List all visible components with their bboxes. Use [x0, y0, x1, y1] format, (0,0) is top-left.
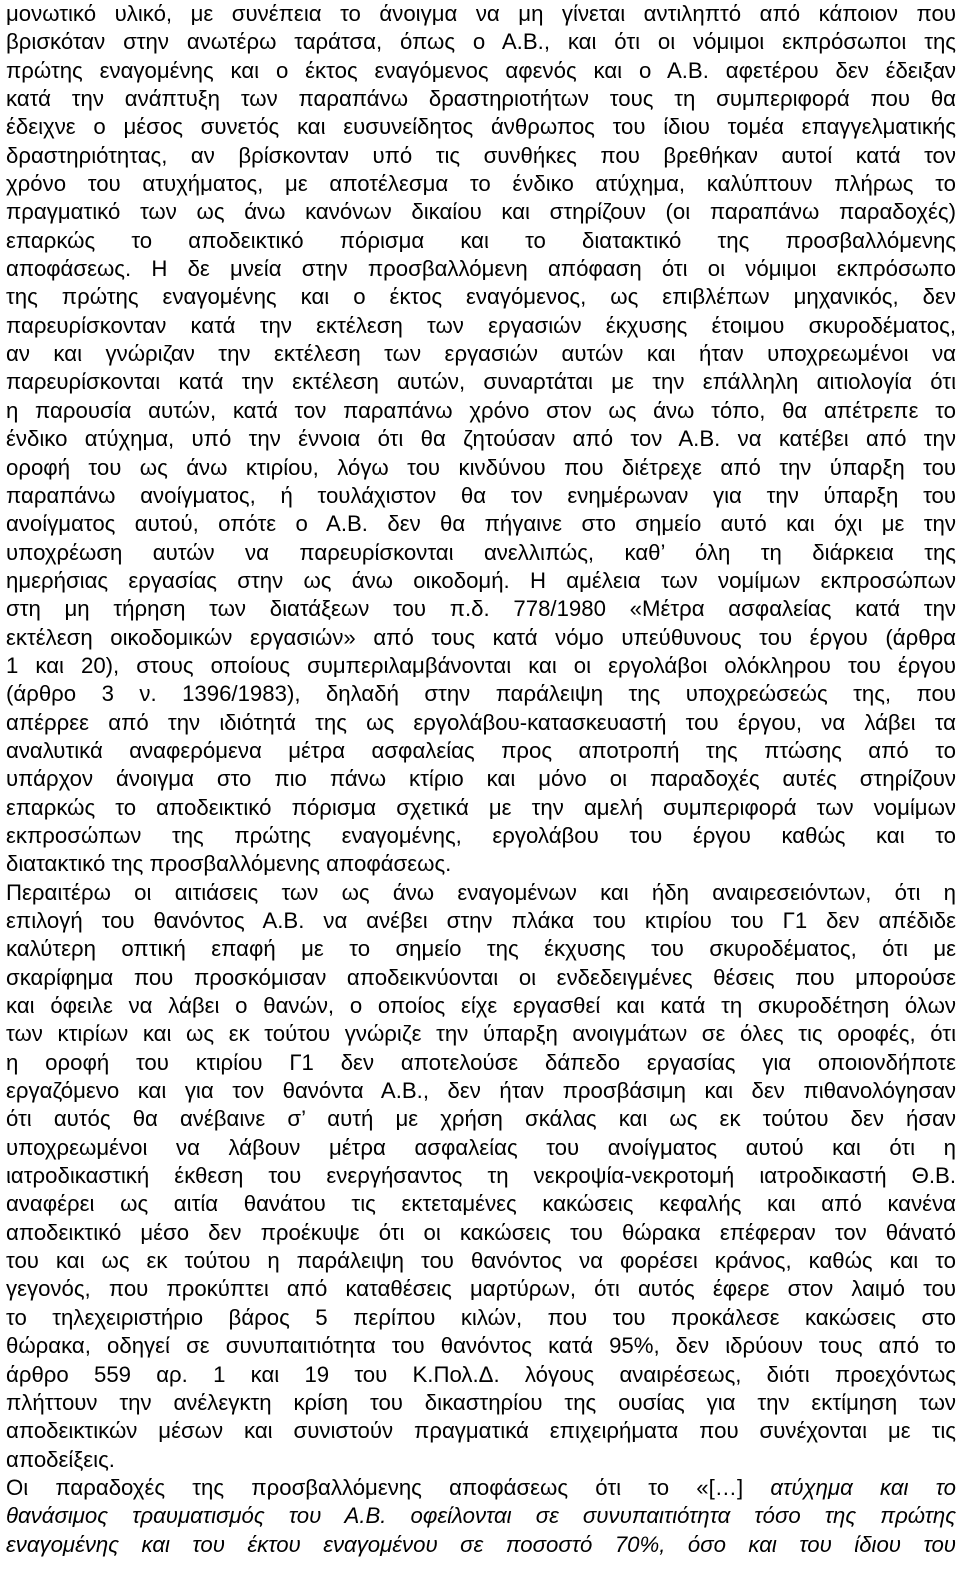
- text-line: ένδικο ατύχημα, υπό την έννοια ότι θα ζητούσαν από τον Α.Β. να κατέβει από την: [6, 426, 956, 452]
- text-line: εκπροσώπων της πρώτης εναγομένης, εργολάβου του έργου καθώς και το: [6, 822, 956, 848]
- text-line: η οροφή του κτιρίου Γ1 δεν αποτελούσε δάπεδο εργασίας για οποιονδήποτε: [6, 1049, 956, 1075]
- text-line: πρώτης εναγομένης και ο έκτος εναγόμενος αφενός και ο Α.Β. αφετέρου δεν έδειξαν: [6, 57, 956, 83]
- text-line: αποφάσεως. Η δε μνεία στην προσβαλλόμενη απόφαση ότι οι νόμιμοι εκπρόσωπο: [6, 256, 956, 282]
- text-line: ότι αυτός θα ανέβαινε σ’ αυτή με χρήση σκάλας και ως εκ τούτου δεν ήσαν: [6, 1106, 956, 1132]
- text-line: επαρκώς το αποδεικτικό πόρισμα και το διατακτικό της προσβαλλόμενης: [6, 227, 956, 253]
- text-line: το τηλεχειριστήριο βάρος 5 περίπου κιλών, που του προκάλεσε κακώσεις στο: [6, 1304, 956, 1330]
- text-line: σκαρίφημα που προσκόμισαν αποδεικνύονται οι ενδεδειγμένες θέσεις που μπορούσε: [6, 964, 956, 990]
- text-line: των κτιρίων και ως εκ τούτου γνώριζε την ύπαρξη ανοιγμάτων σε όλες τις οροφές, ότι: [6, 1021, 956, 1047]
- text-line: πραγματικό των ως άνω κανόνων δικαίου και στηρίζουν (οι παραπάνω παραδοχές): [6, 199, 956, 225]
- text-line: η παρουσία αυτών, κατά τον παραπάνω χρόνο στον ως άνω τόπο, θα απέτρεπε το: [6, 397, 956, 423]
- text-line: εναγομένης και του έκτου εναγομένου σε ποσοστό 70%, όσο και του ίδιου του: [6, 1531, 956, 1557]
- text-line: θανάσιμος τραυματισμός του Α.Β. οφείλονται σε συνυπαιτιότητα τόσο της πρώτης: [6, 1503, 956, 1529]
- text-line: εργαζόμενο και για τον θανόντα Α.Β., δεν ήταν προσβάσιμη και δεν πιθανολόγησαν: [6, 1078, 956, 1104]
- text-line: ανοίγματος αυτού, οπότε ο Α.Β. δεν θα πήγαινε στο σημείο αυτό και όχι με την: [6, 511, 956, 537]
- text-line: του και ως εκ τούτου η παράλειψη του θανόντος να φορέσει κράνος, καθώς και το: [6, 1248, 956, 1274]
- text-line: και όφειλε να λάβει ο θανών, ο οποίος είχε εργασθεί και κατά τη σκυροδέτηση όλων: [6, 993, 956, 1019]
- text-line: στη μη τήρηση των διατάξεων του π.δ. 778/1980 «Μέτρα ασφαλείας κατά την: [6, 596, 956, 622]
- text-line: της πρώτης εναγομένης και ο έκτος εναγόμενος, ως επιβλέπων μηχανικός, δεν: [6, 284, 956, 310]
- text-line: επιλογή του θανόντος Α.Β. να ανέβει στην πλάκα του κτιρίου του Γ1 δεν απέδιδε: [6, 908, 956, 933]
- text-line: [6, 1474, 956, 1502]
- text-line: κατά την ανάπτυξη των παραπάνω δραστηριοτήτων τους τη συμπεριφορά που θα: [6, 86, 956, 112]
- text-line: παρευρίσκονται κατά την εκτέλεση αυτών, συναρτάται με την επάλληλη αιτιολογία ότι: [6, 369, 956, 395]
- text-line: καλύτερη οπτική επαφή με το σημείο της έκχυσης του σκυροδέματος, ότι με: [6, 936, 956, 962]
- text-line: αποδεικτικών μέσων και συνιστούν πραγματικά επιχειρήματα που συνέχονται με τις: [6, 1418, 956, 1444]
- text-line: μονωτικό υλικό, με συνέπεια το άνοιγμα να μη γίνεται αντιληπτό από κάποιον που: [6, 1, 956, 26]
- text-line: αποδεικτικό μέσο δεν προέκυψε ότι οι κακώσεις του θώρακα επέφεραν τον θάνατό: [6, 1219, 956, 1245]
- text-line: διατακτικό της προσβαλλόμενης αποφάσεως.: [6, 851, 452, 877]
- text-line: εκτέλεση οικοδομικών εργασιών» από τους κατά νόμο υπεύθυνους του έργου (άρθρα: [6, 624, 956, 650]
- text-line: αναλυτικά αναφερόμενα μέτρα ασφαλείας προς αποτροπή της πτώσης από το: [6, 737, 956, 763]
- text-line-italic-part: ατύχημα και το: [770, 1474, 957, 1500]
- text-line: επαρκώς το αποδεικτικό πόρισμα σχετικά με την αμελή συμπεριφορά των νομίμων: [6, 794, 956, 820]
- text-line: γεγονός, που προκύπτει από καταθέσεις μαρτύρων, ότι αυτός έφερε στον λαιμό του: [6, 1276, 956, 1302]
- text-line: παρευρίσκονταν κατά την εκτέλεση των εργασιών έκχυσης έτοιμου σκυροδέματος,: [6, 312, 956, 338]
- text-line: παραπάνω ανοίγματος, ή τουλάχιστον θα τον ενημέρωναν για την ύπαρξη του: [6, 482, 956, 508]
- text-line: οροφή του ως άνω κτιρίου, λόγω του κινδύνου που διέτρεχε από την ύπαρξη του: [6, 454, 956, 480]
- text-line: πλήττουν την ανέλεγκτη κρίση του δικαστηρίου της ουσίας για την εκτίμηση των: [6, 1389, 956, 1415]
- text-line: υπάρχον άνοιγμα στο πιο πάνω κτίριο και μόνο οι παραδοχές αυτές στηρίζουν: [6, 766, 956, 792]
- text-line: ημερήσιας εργασίας στην ως άνω οικοδομή. Η αμέλεια των νομίμων εκπροσώπων: [6, 567, 956, 593]
- text-line: δραστηριότητας, αν βρίσκονταν υπό τις συνθήκες που βρεθήκαν αυτοί κατά τον: [6, 142, 956, 168]
- text-line-upright-part: Οι παραδοχές της προσβαλλόμενης αποφάσεως ότι το «[…]: [6, 1474, 771, 1500]
- text-line: αν και γνώριζαν την εκτέλεση των εργασιών αυτών και ήταν υποχρεωμένοι να: [6, 341, 956, 367]
- document-body: [6, 0, 956, 1559]
- text-line: απέρρεε από την ιδιότητά της ως εργολάβου-κατασκευαστή του έργου, να λάβει τα: [6, 709, 956, 735]
- text-line: αναφέρει ως αιτία θανάτου τις εκτεταμένες κακώσεις κεφαλής και από κανένα: [6, 1191, 956, 1217]
- text-line: έδειχνε ο μέσος συνετός και ευσυνείδητος άνθρωπος του ίδιου τομέα επαγγελματικής: [6, 114, 956, 140]
- text-line: 1 και 20), στους οποίους συμπεριλαμβάνονται και οι εργολάβοι ολόκληρου του έργου: [6, 652, 956, 678]
- text-line: άρθρο 559 αρ. 1 και 19 του Κ.Πολ.Δ. λόγους αναιρέσεως, διότι προεχόντως: [6, 1361, 956, 1387]
- text-line: χρόνο του ατυχήματος, με αποτέλεσμα το ένδικο ατύχημα, καλύπτουν πλήρως το: [6, 171, 956, 197]
- text-line: Περαιτέρω οι αιτιάσεις των ως άνω εναγομένων και ήδη αναιρεσειόντων, ότι η: [6, 879, 956, 905]
- text-line: υποχρεωμένοι να λάβουν μέτρα ασφαλείας του ανοίγματος αυτού και ότι η: [6, 1134, 956, 1160]
- text-line: (άρθρο 3 ν. 1396/1983), δηλαδή στην παράλειψη της υποχρεώσεώς της, που: [6, 681, 956, 707]
- text-line: υποχρέωση αυτών να παρευρίσκονται ανελλιπώς, καθ’ όλη τη διάρκεια της: [6, 539, 956, 565]
- text-line: θώρακα, οδηγεί σε συνυπαιτιότητα του θανόντος κατά 95%, δεν ιδρύουν τους από το: [6, 1333, 956, 1359]
- text-line: ιατροδικαστική έκθεση του ενεργήσαντος τη νεκροψία-νεκροτομή ιατροδικαστή Θ.Β.: [6, 1163, 956, 1189]
- text-line: βρισκόταν στην ανωτέρω ταράτσα, όπως ο Α.Β., και ότι οι νόμιμοι εκπρόσωποι της: [6, 29, 956, 55]
- text-line: αποδείξεις.: [6, 1446, 115, 1472]
